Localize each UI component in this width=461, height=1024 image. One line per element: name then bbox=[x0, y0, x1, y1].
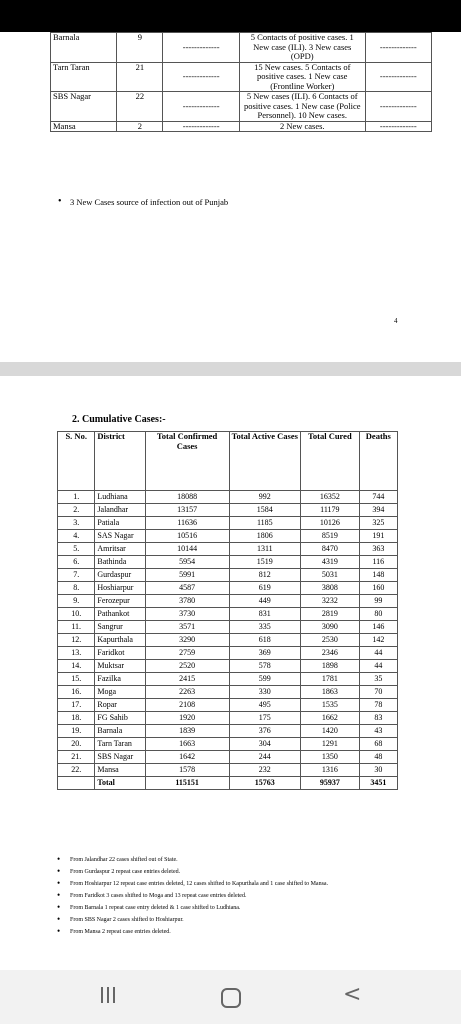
cured-cell: 2346 bbox=[301, 647, 360, 660]
note-item: • From Gurdaspur 2 repeat case entries deleted. bbox=[70, 869, 400, 876]
confirmed-cell: 1920 bbox=[145, 712, 229, 725]
cured-cell: 2819 bbox=[301, 608, 360, 621]
table-row bbox=[58, 634, 398, 647]
confirmed-cell: 11636 bbox=[145, 517, 229, 530]
deaths-cell: 78 bbox=[359, 699, 397, 712]
cured-cell: 1863 bbox=[301, 686, 360, 699]
cured-cell: 3232 bbox=[301, 595, 360, 608]
dash-cell: ------------- bbox=[163, 33, 240, 63]
deaths-cell: 70 bbox=[359, 686, 397, 699]
sno-cell: 12. bbox=[58, 634, 95, 647]
table-row bbox=[58, 530, 398, 543]
table-row bbox=[58, 621, 398, 634]
deaths-cell: 99 bbox=[359, 595, 397, 608]
district-cell: Pathankot bbox=[95, 608, 145, 621]
header-sno: S. No. bbox=[58, 432, 95, 491]
active-cell: 175 bbox=[229, 712, 301, 725]
count-cell: 2 bbox=[117, 121, 163, 132]
district-cell: Tarn Taran bbox=[95, 738, 145, 751]
deaths-cell: 744 bbox=[359, 491, 397, 504]
confirmed-cell: 1642 bbox=[145, 751, 229, 764]
total-row bbox=[58, 777, 398, 790]
table-row bbox=[58, 699, 398, 712]
dash-cell: ------------- bbox=[365, 33, 431, 63]
note-item: • From Jalandhar 22 cases shifted out of State. bbox=[70, 857, 400, 864]
confirmed-cell: 2415 bbox=[145, 673, 229, 686]
active-cell: 992 bbox=[229, 491, 301, 504]
active-cell: 304 bbox=[229, 738, 301, 751]
deaths-cell: 148 bbox=[359, 569, 397, 582]
dash-cell: ------------- bbox=[365, 92, 431, 122]
active-cell: 599 bbox=[229, 673, 301, 686]
sno-cell: 14. bbox=[58, 660, 95, 673]
cured-cell: 5031 bbox=[301, 569, 360, 582]
district-cell: Hoshiarpur bbox=[95, 582, 145, 595]
active-cell: 244 bbox=[229, 751, 301, 764]
deaths-cell: 68 bbox=[359, 738, 397, 751]
active-cell: 449 bbox=[229, 595, 301, 608]
sno-cell: 18. bbox=[58, 712, 95, 725]
sno-cell: 10. bbox=[58, 608, 95, 621]
district-cell: Tarn Taran bbox=[51, 62, 117, 92]
table-row bbox=[58, 751, 398, 764]
bullet-note: • 3 New Cases source of infection out of Punjab bbox=[70, 197, 228, 207]
page-number: 4 bbox=[394, 317, 398, 325]
active-cell: 812 bbox=[229, 569, 301, 582]
active-cell: 618 bbox=[229, 634, 301, 647]
label-total-cell: Total bbox=[95, 777, 145, 790]
page-separator bbox=[0, 362, 461, 376]
remarks-cell: 2 New cases. bbox=[239, 121, 365, 132]
sno-cell: 3. bbox=[58, 517, 95, 530]
district-cell: Faridkot bbox=[95, 647, 145, 660]
document-page-current bbox=[0, 376, 461, 970]
table-row bbox=[58, 543, 398, 556]
back-icon[interactable]: < bbox=[343, 982, 362, 1007]
table-row bbox=[58, 725, 398, 738]
confirmed-cell: 2759 bbox=[145, 647, 229, 660]
confirmed-cell: 1578 bbox=[145, 764, 229, 777]
active-cell: 619 bbox=[229, 582, 301, 595]
district-cell: Barnala bbox=[95, 725, 145, 738]
deaths-cell: 191 bbox=[359, 530, 397, 543]
district-cell: Muktsar bbox=[95, 660, 145, 673]
cured-cell: 2530 bbox=[301, 634, 360, 647]
cured-cell: 3090 bbox=[301, 621, 360, 634]
district-cell: Jalandhar bbox=[95, 504, 145, 517]
sno-cell: 17. bbox=[58, 699, 95, 712]
confirmed-cell: 10144 bbox=[145, 543, 229, 556]
district-cell: Ferozepur bbox=[95, 595, 145, 608]
confirmed-cell: 2108 bbox=[145, 699, 229, 712]
document-page-previous bbox=[0, 32, 461, 362]
deaths-cell: 116 bbox=[359, 556, 397, 569]
cured-cell: 1420 bbox=[301, 725, 360, 738]
table-row bbox=[51, 121, 432, 132]
sno-cell: 21. bbox=[58, 751, 95, 764]
remarks-cell: 5 New cases (ILI). 6 Contacts of positive cases. 1 New case (Police Personnel). 10 New cases. bbox=[239, 92, 365, 122]
district-cell: Patiala bbox=[95, 517, 145, 530]
table-row bbox=[51, 92, 432, 122]
district-cell: Moga bbox=[95, 686, 145, 699]
cured-cell: 1662 bbox=[301, 712, 360, 725]
table-row bbox=[58, 686, 398, 699]
header-district: District bbox=[95, 432, 145, 491]
deaths-cell: 80 bbox=[359, 608, 397, 621]
confirmed-cell: 4587 bbox=[145, 582, 229, 595]
deaths-cell: 83 bbox=[359, 712, 397, 725]
table-row bbox=[58, 569, 398, 582]
header-confirmed: Total Confirmed Cases bbox=[145, 432, 229, 491]
district-cell: SAS Nagar bbox=[95, 530, 145, 543]
cured-cell: 1291 bbox=[301, 738, 360, 751]
deaths-cell: 142 bbox=[359, 634, 397, 647]
sno-cell: 15. bbox=[58, 673, 95, 686]
cured-cell: 1898 bbox=[301, 660, 360, 673]
note-item: • From Barnala 1 repeat case entry deleted & 1 case shifted to Ludhiana. bbox=[70, 905, 400, 912]
dash-cell: ------------- bbox=[365, 62, 431, 92]
deaths-total-cell: 3451 bbox=[359, 777, 397, 790]
table-row bbox=[58, 517, 398, 530]
district-cell: Kapurthala bbox=[95, 634, 145, 647]
table-row bbox=[58, 673, 398, 686]
table-row bbox=[51, 62, 432, 92]
cured-total-cell: 95937 bbox=[301, 777, 360, 790]
district-cell: SBS Nagar bbox=[51, 92, 117, 122]
active-cell: 495 bbox=[229, 699, 301, 712]
confirmed-cell: 13157 bbox=[145, 504, 229, 517]
cured-cell: 11179 bbox=[301, 504, 360, 517]
confirmed-cell: 2520 bbox=[145, 660, 229, 673]
deaths-cell: 30 bbox=[359, 764, 397, 777]
dash-cell: ------------- bbox=[365, 121, 431, 132]
active-cell: 232 bbox=[229, 764, 301, 777]
sno-cell: 9. bbox=[58, 595, 95, 608]
sno-cell: 1. bbox=[58, 491, 95, 504]
table-row bbox=[58, 582, 398, 595]
deaths-cell: 146 bbox=[359, 621, 397, 634]
table-row bbox=[58, 556, 398, 569]
table-row bbox=[58, 712, 398, 725]
district-cell: Fazilka bbox=[95, 673, 145, 686]
confirmed-cell: 1663 bbox=[145, 738, 229, 751]
district-cell: Ludhiana bbox=[95, 491, 145, 504]
district-cell: Amritsar bbox=[95, 543, 145, 556]
sno-cell: 22. bbox=[58, 764, 95, 777]
cured-cell: 8519 bbox=[301, 530, 360, 543]
home-icon[interactable] bbox=[221, 988, 241, 1008]
table-header-row bbox=[58, 432, 398, 491]
table-row bbox=[58, 595, 398, 608]
remarks-cell: 5 Contacts of positive cases. 1 New case (ILI). 3 New cases (OPD) bbox=[239, 33, 365, 63]
dash-cell: ------------- bbox=[163, 121, 240, 132]
cured-cell: 1535 bbox=[301, 699, 360, 712]
note-item: • From SBS Nagar 2 cases shifted to Hoshiarpur. bbox=[70, 917, 400, 924]
active-cell: 831 bbox=[229, 608, 301, 621]
navigation-bar bbox=[0, 970, 461, 1024]
confirmed-cell: 5991 bbox=[145, 569, 229, 582]
table-row bbox=[51, 33, 432, 63]
empty-total-cell bbox=[58, 777, 95, 790]
header-active: Total Active Cases bbox=[229, 432, 301, 491]
sno-cell: 20. bbox=[58, 738, 95, 751]
note-item: • From Hoshiarpur 12 repeat case entries deleted, 12 cases shifted to Kapurthala and 1 case shifted to Mansa. bbox=[70, 881, 400, 888]
confirmed-cell: 3780 bbox=[145, 595, 229, 608]
header-cured: Total Cured bbox=[301, 432, 360, 491]
new-cases-table bbox=[50, 32, 432, 132]
notes-list bbox=[70, 857, 400, 941]
cured-cell: 1316 bbox=[301, 764, 360, 777]
count-cell: 9 bbox=[117, 33, 163, 63]
count-cell: 21 bbox=[117, 62, 163, 92]
confirmed-cell: 2263 bbox=[145, 686, 229, 699]
table-row bbox=[58, 608, 398, 621]
deaths-cell: 43 bbox=[359, 725, 397, 738]
dash-cell: ------------- bbox=[163, 92, 240, 122]
active-cell: 578 bbox=[229, 660, 301, 673]
confirmed-total-cell: 115151 bbox=[145, 777, 229, 790]
table-row bbox=[58, 738, 398, 751]
sno-cell: 16. bbox=[58, 686, 95, 699]
recents-icon[interactable] bbox=[101, 987, 123, 1005]
confirmed-cell: 5954 bbox=[145, 556, 229, 569]
cumulative-cases-table bbox=[57, 431, 398, 790]
deaths-cell: 325 bbox=[359, 517, 397, 530]
confirmed-cell: 18088 bbox=[145, 491, 229, 504]
sno-cell: 4. bbox=[58, 530, 95, 543]
cured-cell: 4319 bbox=[301, 556, 360, 569]
active-cell: 1806 bbox=[229, 530, 301, 543]
active-cell: 376 bbox=[229, 725, 301, 738]
active-cell: 1584 bbox=[229, 504, 301, 517]
sno-cell: 6. bbox=[58, 556, 95, 569]
section-heading: 2. Cumulative Cases:- bbox=[72, 414, 166, 425]
deaths-cell: 35 bbox=[359, 673, 397, 686]
cured-cell: 3808 bbox=[301, 582, 360, 595]
district-cell: Ropar bbox=[95, 699, 145, 712]
sno-cell: 8. bbox=[58, 582, 95, 595]
confirmed-cell: 1839 bbox=[145, 725, 229, 738]
confirmed-cell: 3571 bbox=[145, 621, 229, 634]
district-cell: Mansa bbox=[51, 121, 117, 132]
active-cell: 335 bbox=[229, 621, 301, 634]
confirmed-cell: 3730 bbox=[145, 608, 229, 621]
table-row bbox=[58, 764, 398, 777]
dash-cell: ------------- bbox=[163, 62, 240, 92]
table-row bbox=[58, 491, 398, 504]
active-cell: 369 bbox=[229, 647, 301, 660]
district-cell: Gurdaspur bbox=[95, 569, 145, 582]
cured-cell: 1781 bbox=[301, 673, 360, 686]
remarks-cell: 15 New cases. 5 Contacts of positive cases. 1 New case (Frontline Worker) bbox=[239, 62, 365, 92]
sno-cell: 5. bbox=[58, 543, 95, 556]
district-cell: Mansa bbox=[95, 764, 145, 777]
active-cell: 1519 bbox=[229, 556, 301, 569]
deaths-cell: 363 bbox=[359, 543, 397, 556]
note-item: • From Mansa 2 repeat case entries deleted. bbox=[70, 929, 400, 936]
count-cell: 22 bbox=[117, 92, 163, 122]
deaths-cell: 44 bbox=[359, 660, 397, 673]
district-cell: Barnala bbox=[51, 33, 117, 63]
active-total-cell: 15763 bbox=[229, 777, 301, 790]
deaths-cell: 394 bbox=[359, 504, 397, 517]
sno-cell: 7. bbox=[58, 569, 95, 582]
header-deaths: Deaths bbox=[359, 432, 397, 491]
confirmed-cell: 3290 bbox=[145, 634, 229, 647]
active-cell: 1185 bbox=[229, 517, 301, 530]
district-cell: FG Sahib bbox=[95, 712, 145, 725]
table-row bbox=[58, 660, 398, 673]
table-row bbox=[58, 647, 398, 660]
sno-cell: 2. bbox=[58, 504, 95, 517]
district-cell: SBS Nagar bbox=[95, 751, 145, 764]
district-cell: Sangrur bbox=[95, 621, 145, 634]
active-cell: 1311 bbox=[229, 543, 301, 556]
deaths-cell: 48 bbox=[359, 751, 397, 764]
deaths-cell: 160 bbox=[359, 582, 397, 595]
table-row bbox=[58, 504, 398, 517]
status-bar bbox=[0, 0, 461, 32]
cured-cell: 10126 bbox=[301, 517, 360, 530]
sno-cell: 11. bbox=[58, 621, 95, 634]
cured-cell: 8470 bbox=[301, 543, 360, 556]
sno-cell: 19. bbox=[58, 725, 95, 738]
confirmed-cell: 10516 bbox=[145, 530, 229, 543]
active-cell: 330 bbox=[229, 686, 301, 699]
note-item: • From Faridkot 3 cases shifted to Moga and 13 repeat case entries deleted. bbox=[70, 893, 400, 900]
district-cell: Bathinda bbox=[95, 556, 145, 569]
cured-cell: 16352 bbox=[301, 491, 360, 504]
sno-cell: 13. bbox=[58, 647, 95, 660]
cured-cell: 1350 bbox=[301, 751, 360, 764]
deaths-cell: 44 bbox=[359, 647, 397, 660]
